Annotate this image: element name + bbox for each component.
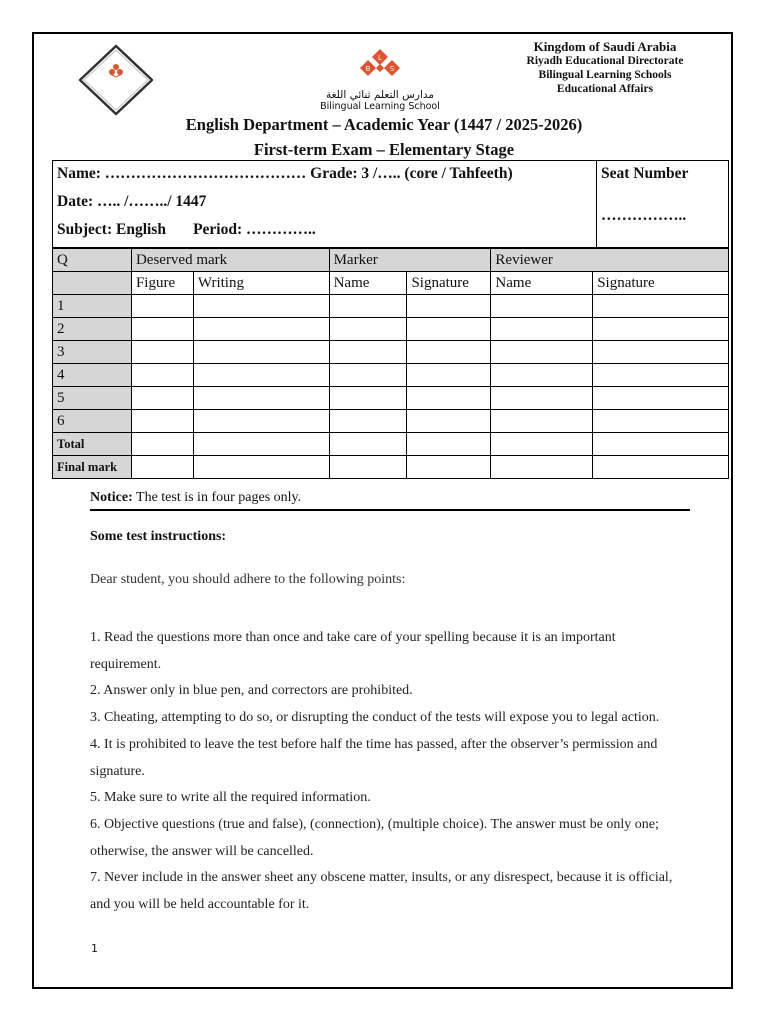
date-line[interactable]: Date: ….. /……../ 1447 [57,193,207,210]
writing-header: Writing [193,272,329,295]
subject-period-line[interactable]: Subject: English Period: ………….. [57,221,316,238]
table-row [53,318,729,341]
final-mark-label: Final mark [53,456,132,479]
svg-text:B: B [365,65,371,73]
department-title: English Department – Academic Year (1447 / 2025-2026) [185,115,583,134]
list-item: 5. Make sure to write all the required information. [90,790,371,806]
svg-text:S: S [389,65,395,73]
exam-title: First-term Exam – Elementary Stage [253,140,515,159]
mark-cell[interactable] [131,456,193,479]
notice-label: Notice: [90,490,133,505]
reviewer-header: Reviewer [491,249,729,272]
question-number: 5 [53,387,132,410]
mark-cell[interactable] [193,433,329,456]
q-header: Q [53,249,132,272]
schools-name: Bilingual Learning Schools [538,69,672,81]
mark-cell[interactable] [131,318,193,341]
mark-cell[interactable] [131,295,193,318]
mark-cell[interactable] [329,410,407,433]
mark-cell[interactable] [407,433,491,456]
mark-cell[interactable] [131,433,193,456]
mark-cell[interactable] [131,341,193,364]
mark-cell[interactable] [329,433,407,456]
mark-cell[interactable] [491,387,593,410]
mark-cell[interactable] [131,410,193,433]
mark-cell[interactable] [131,364,193,387]
deserved-mark-header: Deserved mark [131,249,329,272]
mark-cell[interactable] [131,387,193,410]
mark-cell[interactable] [593,318,729,341]
seat-number-value[interactable]: …………….. [601,207,687,224]
list-item: 1. Read the questions more than once and take care of your spelling because it is an important requirement. [90,630,616,672]
marks-header-row [53,249,729,272]
mark-cell[interactable] [193,456,329,479]
ministry-header [505,40,705,96]
mark-cell[interactable] [491,318,593,341]
question-number: 4 [53,364,132,387]
mark-cell[interactable] [329,364,407,387]
name-grade-line[interactable]: Name: ………………………………… Grade: 3 /….. (core / Tahfeeth) [57,165,513,182]
list-item: 7. Never include in the answer sheet any obscene matter, insults, or any disrespect, because it is official, and you will be held accountable for it. [90,870,673,913]
directorate-name: Riyadh Educational Directorate [526,55,684,67]
table-row [53,387,729,410]
question-number: 1 [53,295,132,318]
mark-cell[interactable] [193,387,329,410]
mark-cell[interactable] [193,341,329,364]
mark-cell[interactable] [329,387,407,410]
table-row [53,295,729,318]
mark-cell[interactable] [407,295,491,318]
mark-cell[interactable] [593,410,729,433]
affairs-name: Educational Affairs [556,83,654,95]
school-name-arabic: مدارس التعلم ثنائي اللغة [325,89,435,101]
mark-cell[interactable] [407,341,491,364]
mark-cell[interactable] [407,364,491,387]
mark-cell[interactable] [593,387,729,410]
mark-cell[interactable] [593,364,729,387]
notice-divider [90,509,690,511]
list-item: 3. Cheating, attempting to do so, or disrupting the conduct of the tests will expose you to legal action. [90,710,660,726]
mark-cell[interactable] [329,341,407,364]
instructions-list [90,625,690,919]
total-label: Total [53,433,132,456]
table-row [53,364,729,387]
list-item: 2. Answer only in blue pen, and correctors are prohibited. [90,683,413,699]
mark-cell[interactable] [193,364,329,387]
final-mark-row [53,456,729,479]
school-logo-center [300,48,460,112]
q-subheader-cell [53,272,132,295]
marker-name-header: Name [329,272,407,295]
marks-table [52,248,729,479]
list-item: 4. It is prohibited to leave the test before half the time has passed, after the observer’s permission and signature. [90,736,658,779]
mark-cell[interactable] [329,295,407,318]
student-info-table [52,160,729,248]
mark-cell[interactable] [329,318,407,341]
mark-cell[interactable] [491,341,593,364]
mark-cell[interactable] [407,387,491,410]
table-row [53,341,729,364]
country-name: Kingdom of Saudi Arabia [533,39,677,54]
marks-subheader-row [53,272,729,295]
mark-cell[interactable] [491,433,593,456]
mark-cell[interactable] [193,318,329,341]
seat-number-cell [597,161,729,248]
question-number: 3 [53,341,132,364]
mark-cell[interactable] [491,364,593,387]
bls-logo-mark [355,48,405,82]
instructions-intro: Dear student, you should adhere to the following points: [90,572,406,587]
marker-header: Marker [329,249,491,272]
question-number: 6 [53,410,132,433]
svg-text:L: L [378,54,382,62]
mark-cell[interactable] [593,341,729,364]
mark-cell[interactable] [491,295,593,318]
instructions-heading: Some test instructions: [90,529,227,544]
question-number: 2 [53,318,132,341]
mark-cell[interactable] [593,295,729,318]
list-item: 6. Objective questions (true and false), (connection), (multiple choice). The answer must be only one; otherwise, the answer will be cancelled. [90,816,659,859]
mark-cell[interactable] [193,410,329,433]
reviewer-signature-header: Signature [593,272,729,295]
seat-number-label: Seat Number [601,165,689,182]
notice-text: The test is in four pages only. [132,490,302,505]
mark-cell[interactable] [329,456,407,479]
notice [90,490,301,506]
mark-cell[interactable] [593,456,729,479]
school-logo-left [76,44,156,116]
mark-cell[interactable] [491,410,593,433]
mark-cell[interactable] [407,410,491,433]
school-name-english: Bilingual Learning School [320,101,440,112]
figure-header: Figure [131,272,193,295]
mark-cell[interactable] [193,295,329,318]
page-number: 1 [91,942,98,955]
total-row [53,433,729,456]
mark-cell[interactable] [593,433,729,456]
student-info-cell [53,161,597,248]
reviewer-name-header: Name [491,272,593,295]
mark-cell[interactable] [491,456,593,479]
mark-cell[interactable] [407,318,491,341]
marker-signature-header: Signature [407,272,491,295]
table-row [53,410,729,433]
mark-cell[interactable] [407,456,491,479]
